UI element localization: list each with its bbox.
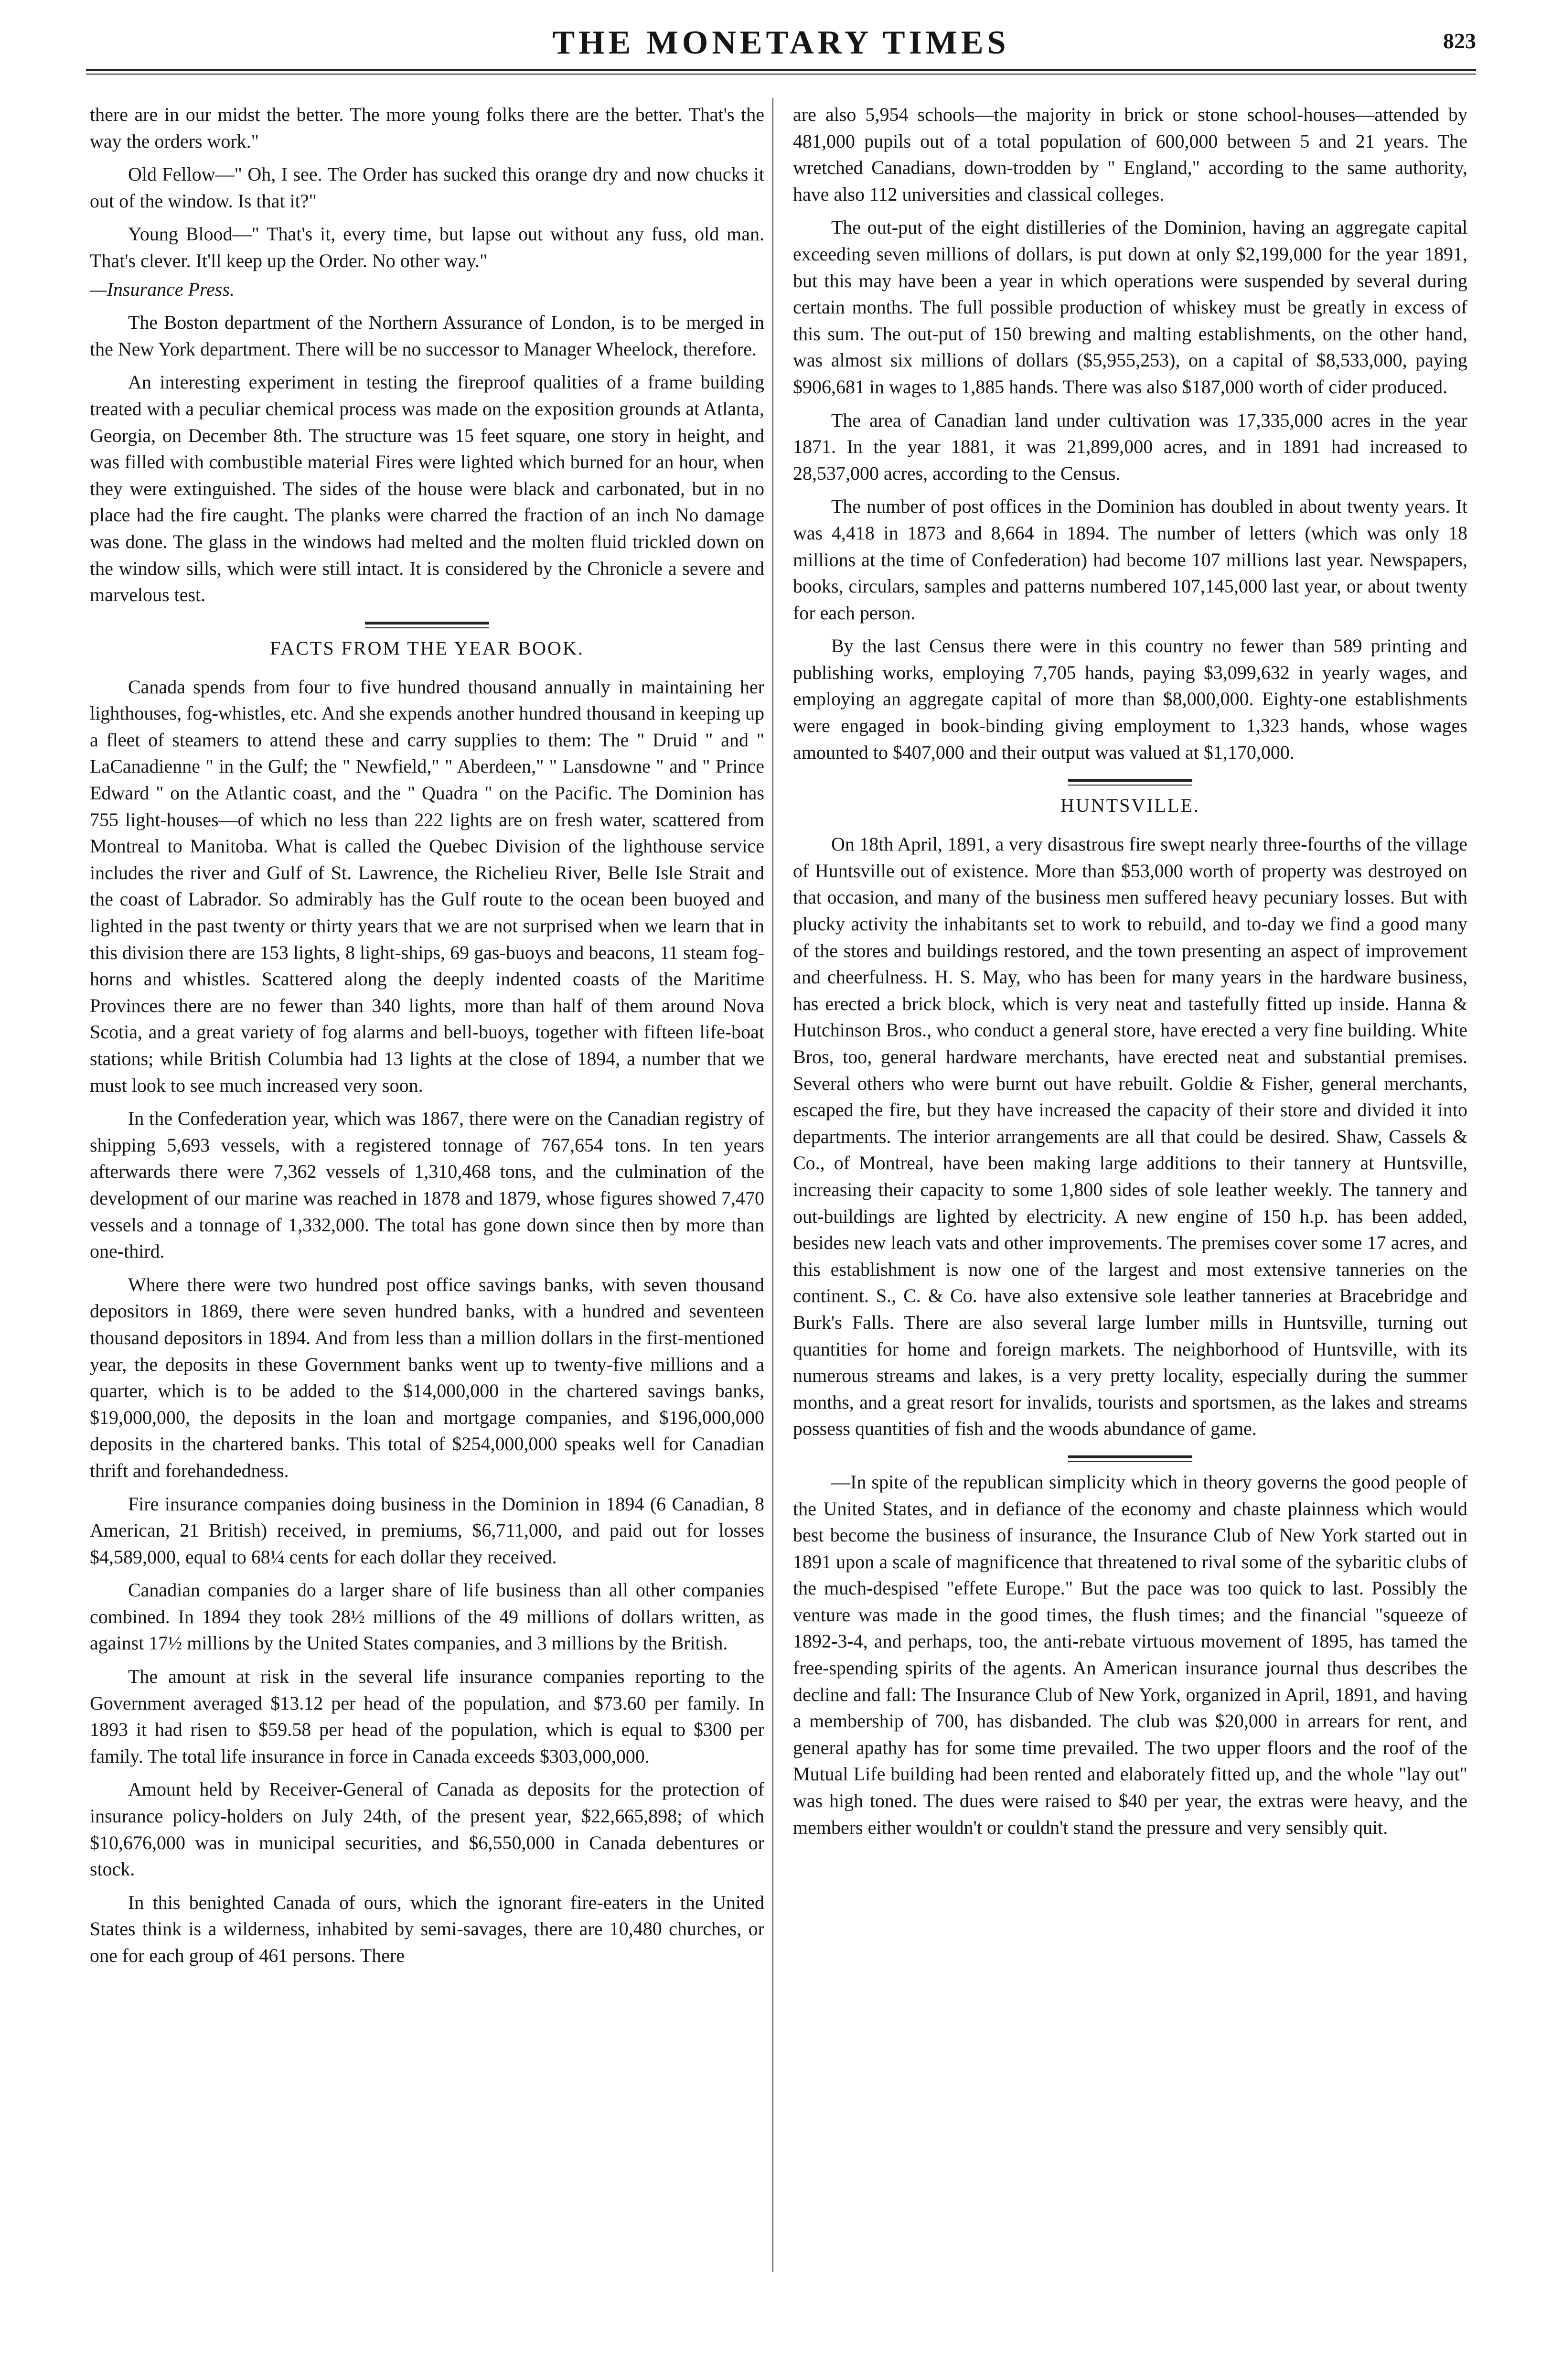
section-heading-facts: FACTS FROM THE YEAR BOOK. (270, 637, 584, 659)
paragraph: By the last Census there were in this country no fewer than 589 printing and publishing works, employing 7,705 hands, paying $3,099,632 in yearly wages, and employing an aggregate capital of more than $8,000,000. Eighty-one establishments were engaged in book-binding giving employment to 1,323 hands, whose wages amounted to $407,000 and their output was valued at $1,170,000. (793, 635, 1467, 763)
separator-rule-thick (365, 622, 489, 625)
paragraph: —In spite of the republican simplicity which in theory governs the good people of the United States, and in defiance of the economy and chaste plainness which would best become the business of insurance, the Insurance Club of New York started out in 1891 upon a scale of magnificence that threatened to rival some of the sybaritic clubs of the much-despised "effete Europe." But the pace was too quick to last. Possibly the venture was made in the good times, the flush times; and the financial "squeeze of 1892-3-4, and perhaps, too, the anti-rebate virtuous movement of 1895, has tamed the free-spending spirits of the agents. An American insurance journal thus describes the decline and fall: The Insurance Club of New York, organized in April, 1891, and having a membership of 700, has disbanded. The club was $20,000 in arrears for rent, and general apathy has for some time prevailed. The two upper floors and the roof of the Mutual Life building had been rented and elaborately fitted up, and the whole "lay out" was high toned. The dues were raised to $40 per year, the extras were heavy, and the members either wouldn't or couldn't stand the pressure and very sensibly quit. (793, 1471, 1467, 1838)
paragraph: The number of post offices in the Dominion has doubled in about twenty years. It was 4,418 in 1873 and 8,664 in 1894. The number of letters (which was only 18 millions at the time of Confederation) had become 107 millions last year. Newspapers, books, circulars, samples and patterns numbered 107,145,000 last year, or about twenty for each person. (793, 495, 1467, 624)
publication-title: THE MONETARY TIMES (552, 24, 1010, 61)
section-separator (793, 1455, 1467, 1462)
paragraph: Fire insurance companies doing business in the Dominion in 1894 (6 Canadian, 8 American, 21 British) received, in premiums, $6,711,000, and paid out for losses $4,589,000, equal to 68¼ cents for each dollar they received. (90, 1493, 764, 1568)
masthead (86, 22, 1476, 61)
separator-rule-thin (1068, 1461, 1192, 1462)
paragraph: An interesting experiment in testing the fireproof qualities of a frame building treated with a peculiar chemical process was made on the exposition grounds at Atlanta, Georgia, on December 8th. The structure was 15 feet square, one story in height, and was filled with combustible material Fires were lighted which burned for an hour, when they were extinguished. The sides of the house were black and carbonated, but in no place had the fire caught. The planks were charred the fraction of an inch No damage was done. The glass in the windows had melted and the molten fluid trickled down on the window sills, which were still intact. It is considered by the Chronicle a severe and marvelous test. (90, 371, 764, 606)
section-separator (90, 622, 764, 628)
page-number: 823 (1443, 29, 1476, 53)
paragraph: there are in our midst the better. The more young folks there are the better. That's the way the orders work." (90, 104, 764, 152)
column-divider (772, 98, 773, 2272)
paragraph: The amount at risk in the several life insurance companies reporting to the Government averaged $13.12 per head of the population, and $73.60 per family. In 1893 it had risen to $59.58 per head of the population, which is equal to $300 per family. The total life insurance in force in Canada exceeds $303,000,000. (90, 1666, 764, 1767)
separator-rule-thick (1068, 779, 1192, 782)
left-column (90, 101, 764, 1976)
section-heading-huntsville: HUNTSVILLE. (1060, 795, 1200, 817)
paragraph: Amount held by Receiver-General of Canada as deposits for the protection of insurance policy-holders on July 24th, of the present year, $22,665,898; of which $10,676,000 was in municipal securities, and $6,550,000 in Canada debentures or stock. (90, 1778, 764, 1880)
paragraph: In the Confederation year, which was 1867, there were on the Canadian registry of shipping 5,693 vessels, with a registered tonnage of 767,654 tons. In ten years afterwards there were 7,362 vessels of 1,310,468 tons, and the culmination of the development of our marine was reached in 1878 and 1879, whose figures showed 7,470 vessels and a tonnage of 1,332,000. The total has gone down since then by more than one-third. (90, 1108, 764, 1262)
paragraph: Old Fellow—" Oh, I see. The Order has sucked this orange dry and now chucks it out of the window. Is that it?" (90, 163, 764, 212)
separator-rule-thin (365, 627, 489, 628)
paragraph: On 18th April, 1891, a very disastrous fire swept nearly three-fourths of the village of Huntsville out of existence. More than $53,000 worth of property was destroyed on that occasion, and many of the business men suffered heavy pecuniary losses. But with plucky activity the inhabitants set to work to rebuild, and to-day we find a good many of the stores and buildings restored, and the town presenting an aspect of improvement and cheerfulness. H. S. May, who has been for many years in the hardware business, has erected a brick block, which is very neat and tastefully fitted up inside. Hanna & Hutchinson Bros., who conduct a general store, have erected a very fine building. White Bros, too, general hardware merchants, have erected neat and substantial premises. Several others who were burnt out have rebuilt. Goldie & Fisher, general merchants, escaped the fire, but they have increased the capacity of their store and divided it into departments. The interior arrangements are all that could be desired. Shaw, Cassels & Co., of Montreal, have been making large additions to their tannery at Huntsville, increasing their capacity to some 1,800 sides of sole leather weekly. The tannery and out-buildings are lighted by electricity. A new engine of 150 h.p. has been added, besides new leach vats and other improvements. The premises cover some 17 acres, and this establishment is now one of the largest and most extensive tanneries on the continent. S., C. & Co. have also extensive sole leather tanneries at Bracebridge and Burk's Falls. There are also several large lumber mills in Huntsville, turning out quantities for home and foreign markets. The neighborhood of Huntsville, with its numerous streams and lakes, is a very pretty locality, especially during the summer months, and a great resort for invalids, tourists and sportsmen, as the lakes and streams possess quantities of fish and the woods abundance of game. (793, 833, 1467, 1440)
paragraph: The out-put of the eight distilleries of the Dominion, having an aggregate capital exceeding seven millions of dollars, is put down at only $2,199,000 for the year 1891, but this may have been a year in which operations were suspended by several during certain months. The full possible production of whiskey must be greatly in excess of this sum. The out-put of 150 brewing and malting establishments, on the other hand, was almost six millions of dollars ($5,955,253), on a capital of $8,533,000, paying $906,681 in wages to 1,885 hands. There was also $187,000 worth of cider produced. (793, 216, 1467, 398)
paragraph: The Boston department of the Northern Assurance of London, is to be merged in the New York department. There will be no successor to Manager Wheelock, therefore. (90, 312, 764, 360)
separator-rule-thin (1068, 785, 1192, 786)
masthead-rule (86, 69, 1476, 71)
paragraph: Young Blood—" That's it, every time, but lapse out without any fuss, old man. That's clever. It'll keep up the Order. No other way." (90, 223, 764, 271)
source-attribution: —Insurance Press. (90, 278, 235, 300)
section-separator (793, 779, 1467, 786)
paragraph: Canada spends from four to five hundred thousand annually in maintaining her lighthouses, fog-whistles, etc. And she expends another hundred thousand in keeping up a fleet of steamers to attend these and carry supplies to them: The " Druid " and " LaCanadienne " in the Gulf; the " Newfield," " Aberdeen," " Lansdowne " and " Prince Edward " on the Atlantic coast, and the " Quadra " on the Pacific. The Dominion has 755 light-houses—of which no less than 222 lights are on fresh water, scattered from Montreal to Manitoba. What is called the Quebec Division of the lighthouse service includes the river and Gulf of St. Lawrence, the Richelieu River, Belle Isle Strait and the coast of Labrador. So admirably has the Gulf route to the ocean been buoyed and lighted in the past twenty or thirty years that we are not surprised when we learn that in this division there are 153 lights, 8 light-ships, 69 gas-buoys and beacons, 11 steam fog-horns and whistles. Scattered along the deeply indented coasts of the Maritime Provinces there are no fewer than 340 lights, more than half of them around Nova Scotia, and a great variety of fog alarms and bell-buoys, together with fifteen life-boat stations; while British Columbia had 13 lights at the close of 1894, a number that we must look to see much increased very soon. (90, 676, 764, 1096)
masthead-rule-thin (86, 74, 1476, 75)
paragraph: In this benighted Canada of ours, which the ignorant fire-eaters in the United States think is a wilderness, inhabited by semi-savages, there are 10,480 churches, or one for each group of 461 persons. There (90, 1891, 764, 1966)
right-column (793, 101, 1467, 1847)
paragraph: Canadian companies do a larger share of life business than all other companies combined. In 1894 they took 28½ millions of the 49 millions of dollars written, as against 17½ millions by the United States companies, and 3 millions by the British. (90, 1579, 764, 1654)
separator-rule-thick (1068, 1455, 1192, 1458)
paragraph: Where there were two hundred post office savings banks, with seven thousand depositors in 1869, there were seven hundred banks, with a hundred and seventeen thousand depositors in 1894. And from less than a million dollars in the first-mentioned year, the deposits in these Government banks went up to twenty-five millions and a quarter, which is to be added to the $14,000,000 in the chartered savings banks, $19,000,000, the deposits in the loan and mortgage companies, and $196,000,000 deposits in the chartered banks. This total of $254,000,000 speaks well for Canadian thrift and forehandedness. (90, 1273, 764, 1481)
paragraph: are also 5,954 schools—the majority in brick or stone school-houses—attended by 481,000 pupils out of a total population of 600,000 between 5 and 21 years. The wretched Canadians, down-trodden by " England," according to the same authority, have also 112 universities and classical colleges. (793, 104, 1467, 205)
paragraph: The area of Canadian land under cultivation was 17,335,000 acres in the year 1871. In the year 1881, it was 21,899,000 acres, and in 1891 had increased to 28,537,000 acres, according to the Census. (793, 409, 1467, 484)
